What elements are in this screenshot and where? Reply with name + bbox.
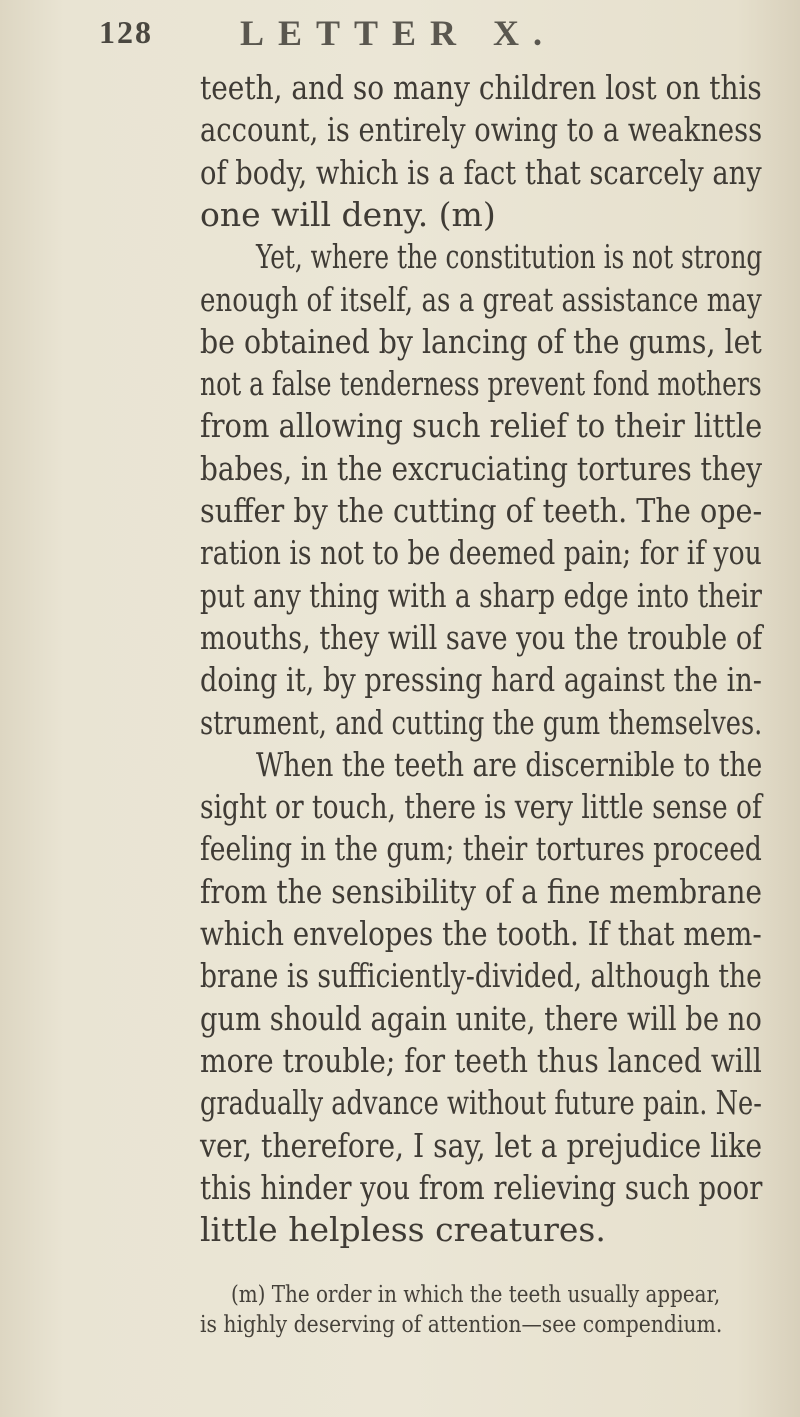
text-line: doing it, by pressing hard against the in- (200, 660, 762, 700)
text-line: little helpless creatures. (200, 1210, 606, 1250)
text-line: more trouble; for teeth thus lanced will (200, 1040, 762, 1080)
text-line: suffer by the cutting of teeth. The ope- (200, 491, 763, 530)
text-line: Yet, where the constitution is not strong (256, 237, 763, 277)
text-line: ration is not to be deemed pain; for if you (200, 533, 762, 573)
footnote-line: is highly deserving of attention—see compendium. (200, 1312, 723, 1338)
text-line: which envelopes the tooth. If that mem- (200, 914, 762, 953)
page-number: 128 (99, 14, 153, 50)
text-line: of body, which is a fact that scarcely any (200, 152, 762, 192)
text-line: babes, in the excruciating tortures they (200, 448, 763, 488)
text-line: put any thing with a sharp edge into their (200, 575, 762, 615)
text-line: gum should again unite, there will be no (200, 998, 762, 1038)
text-line: feeling in the gum; their tortures proceed (200, 829, 762, 869)
text-line: ver, therefore, I say, let a prejudice like (200, 1125, 763, 1165)
text-line: teeth, and so many children lost on this (200, 68, 762, 107)
text-line: strument, and cutting the gum themselves. (200, 702, 763, 742)
text-line: brane is sufficiently-divided, although the (200, 956, 762, 996)
text-line: gradually advance without future pain. Ne- (200, 1083, 762, 1123)
text-line: be obtained by lancing of the gums, let (200, 321, 762, 361)
text-line: not a false tenderness prevent fond mothers (200, 364, 762, 404)
text-line: account, is entirely owing to a weakness (200, 110, 763, 150)
text-line: enough of itself, as a great assistance may (200, 279, 762, 319)
text-line: When the teeth are discernible to the (256, 744, 763, 784)
text-line: this hinder you from relieving such poor (200, 1167, 763, 1207)
running-head: LETTER X. (240, 13, 557, 53)
page-header (0, 0, 800, 60)
text-line: from allowing such relief to their little (200, 406, 763, 446)
text-line: mouths, they will save you the trouble of (200, 617, 763, 657)
text-line: sight or touch, there is very little sense of (200, 787, 762, 827)
text-line: from the sensibility of a fine membrane (200, 871, 763, 911)
text-line: one will deny. (m) (200, 194, 496, 234)
footnote-line: (m) The order in which the teeth usually appear, (231, 1282, 721, 1308)
